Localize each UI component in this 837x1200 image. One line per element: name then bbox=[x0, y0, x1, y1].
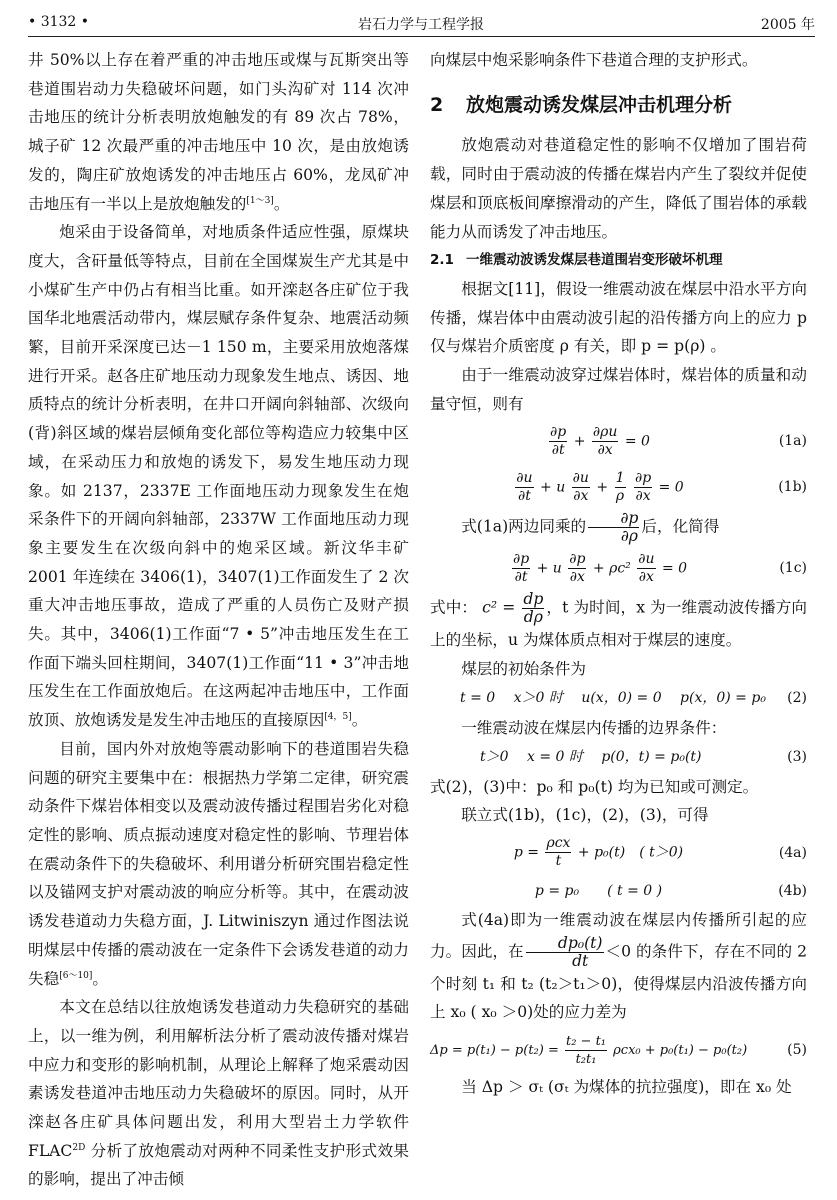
paragraph: 式(1a)两边同乘的 $\frac{\partial p}{\partial\rho}$ 后，化简得 bbox=[461, 509, 720, 546]
paragraph: 当 Δp ＞ σₜ (σₜ 为煤体的抗拉强度)，即在 x₀ 处 bbox=[461, 1078, 792, 1097]
journal-name: 岩石力学与工程学报 bbox=[358, 17, 484, 33]
paragraph: 根据文[11]，假设一维震动波在煤层中沿水平方向传播，煤岩体中由震动波引起的沿传播方向上的应力 p 仅与煤岩介质密度 ρ 有关，即 p = p(ρ) 。 bbox=[430, 279, 807, 356]
equation-4b: p = p₀ ( t = 0 ) (4b) bbox=[534, 882, 807, 899]
equation-1a: $\frac{\partial p}{\partial t}$ + $\frac{\partial\rho u}{\partial x}$ = 0 (1a) bbox=[550, 423, 807, 458]
paragraph: 目前，国内外对放炮等震动影响下的巷道围岩失稳问题的研究主要集中在：根据热力学第二定律，研究震动条件下煤岩体相变以及震动波传播过程围岩劣化对稳定性的影响、质点振动速度对稳定性的影响、节理岩体在震动条件下的失稳破坏、利用谱分析研究围岩稳定性以及锚网支护对震动波的响应分析等。其中，在震动波诱发巷道动力失稳方面，J. Litwiniszyn 通过作图法说明煤层中传播的震动波在一定条件下会诱发巷道的动力失稳[6～10]。 bbox=[28, 739, 409, 988]
paragraph: 联立式(1b)，(1c)，(2)，(3)，可得 bbox=[461, 806, 709, 825]
citation: [4，5] bbox=[324, 711, 352, 722]
paragraph: 本文在总结以往放炮诱发巷道动力失稳研究的基础上，以一维为例，利用解析法分析了震动波传播对煤岩中应力和变形的影响机制，从理论上解释了炮采震动因素诱发巷道冲击地压动力失稳破坏的原因。同时，从开滦赵各庄矿具体问题出发，利用大型岩土力学软件 $FLAC^{2D}$ 分析了放炮震动对两种不同柔性支护形式效果的影响，提出了冲击倾 bbox=[28, 998, 409, 1189]
equation-1b: $\frac{\partial u}{\partial t}$ + u $\frac{\partial u}{\partial x}$ + $\frac{1}{\rho}$ $\frac{\partial p}{\partial x}$ = 0 (1b) bbox=[516, 469, 807, 504]
page-number: • 3132 • bbox=[28, 14, 90, 30]
section-heading: 2 放炮震动诱发煤层冲击机理分析 bbox=[430, 93, 733, 116]
citation: [6～10] bbox=[59, 970, 93, 981]
paragraph: 放炮震动对巷道稳定性的影响不仅增加了围岩荷载，同时由于震动波的传播在煤岩内产生了裂纹并促使煤层和顶底板间摩擦滑动的产生，降低了围岩体的承载能力从而诱发了冲击地压。 bbox=[430, 136, 807, 241]
paragraph: 炮采由于设备简单，对地质条件适应性强，原煤块度大，含矸量低等特点，目前在全国煤炭生产尤其是中小煤矿生产中仍占有相当比重。如开滦赵各庄矿位于我国华北地震活动带内，煤层赋存条件复杂、地震活动频繁，目前开采深度已达－1 150 m，主要采用放炮落煤进行开采。赵各庄矿地压动力现象发生地点、诱因、地质特点的统计分析表明，在井口开阔向斜轴部、次级向(背)斜区域的煤岩层倾角变化部位等构造应力较集中区域，在采动压力和放炮的诱发下，易发生地压动力现象。如 2137，2337E 工作面地压动力现象发生在炮采条件下的开阔向斜轴部，2337W 工作面地压动力现象主要发生在次级向斜中的炮采区域。新汶华丰矿 2001 年连续在 3406(1)，3407(1)工作面发生了 2 次重大冲击地压事故，造成了严重的人员伤亡及财产损失。其中，3406(1)工作面“7 • 5”冲击地压发生在工作面下端头回柱期间，3407(1)工作面“11 • 3”冲击地压发生在工作面放炮后。在这两起冲击地压中，工作面放顶、放炮诱发是发生冲击地压的直接原因[4，5]。 bbox=[28, 223, 409, 730]
paragraph: 煤层的初始条件为 bbox=[461, 660, 586, 679]
equation-3: t＞0 x = 0 时 p(0，t) = p₀(t) (3) bbox=[480, 749, 807, 766]
equation-4a: p = ρcx t + p₀(t) ( t＞0) (4a) bbox=[513, 835, 807, 870]
paragraph: 由于一维震动波穿过煤岩体时，煤岩体的质量和动量守恒，则有 bbox=[430, 366, 807, 413]
equation-5: Δp = p(t₁) − p(t₂) = $\frac{\text{t₂ − t₁}}{\text{t₂t₁}}$ ρcx₀ + p₀(t₁) − p₀(t₂) (5) bbox=[430, 1033, 807, 1067]
equation-1c: $\frac{\partial p}{\partial t}$ + u $\frac{\partial p}{\partial x}$ + ρc² $\frac{\partial u}{\partial x}$ = 0 (1c) bbox=[512, 550, 807, 585]
paragraph: 一维震动波在煤层内传播的边界条件： bbox=[461, 718, 727, 737]
right-column bbox=[430, 46, 807, 1102]
left-column bbox=[28, 46, 409, 1194]
paragraph: 式(2)，(3)中：p₀ 和 p₀(t) 均为已知或可测定。 bbox=[430, 777, 759, 796]
subsection-heading: 2.1 一维震动波诱发煤层巷道围岩变形破坏机理 bbox=[430, 252, 723, 269]
paragraph: 式(4a)即为一维震动波在煤层内传播所引起的应力。因此，在 $\frac{\text{dp₀(t)}}{dt}$ ＜0 的条件下，存在不同的 2 个时刻 t₁ 和 t₂ (t₂＞t₁＞0)，使得煤层内沿波传播方向上 x₀ ( x₀ ＞0)处的应力差为 bbox=[430, 910, 807, 1022]
paragraph: 式中： c² = $\frac{dp}{d\rho}$ ，t 为时间，x 为一维震动波传播方向上的坐标，u 为煤体质点相对于煤层的速度。 bbox=[430, 590, 807, 650]
equation-2: t = 0 x＞0 时 u(x，0) = 0 p(x，0) = p₀ (2) bbox=[460, 690, 807, 707]
page-header bbox=[28, 10, 815, 37]
paragraph: 井 50%以上存在着严重的冲击地压或煤与瓦斯突出等巷道围岩动力失稳破坏问题，如门头沟矿对 114 次冲击地压的统计分析表明放炮触发的有 89 次占 78%，城子矿 12 次最严重的冲击地压中 10 次，是由放炮诱发的，陶庄矿放炮诱发的冲击地压占 60%，龙凤矿冲击地压有一半以上是放炮触发的[1～3]。 bbox=[28, 51, 409, 213]
publication-year: 2005 年 bbox=[760, 17, 815, 33]
paragraph: 向煤层中炮采影响条件下巷道合理的支护形式。 bbox=[430, 51, 758, 69]
citation: [1～3] bbox=[246, 195, 274, 206]
